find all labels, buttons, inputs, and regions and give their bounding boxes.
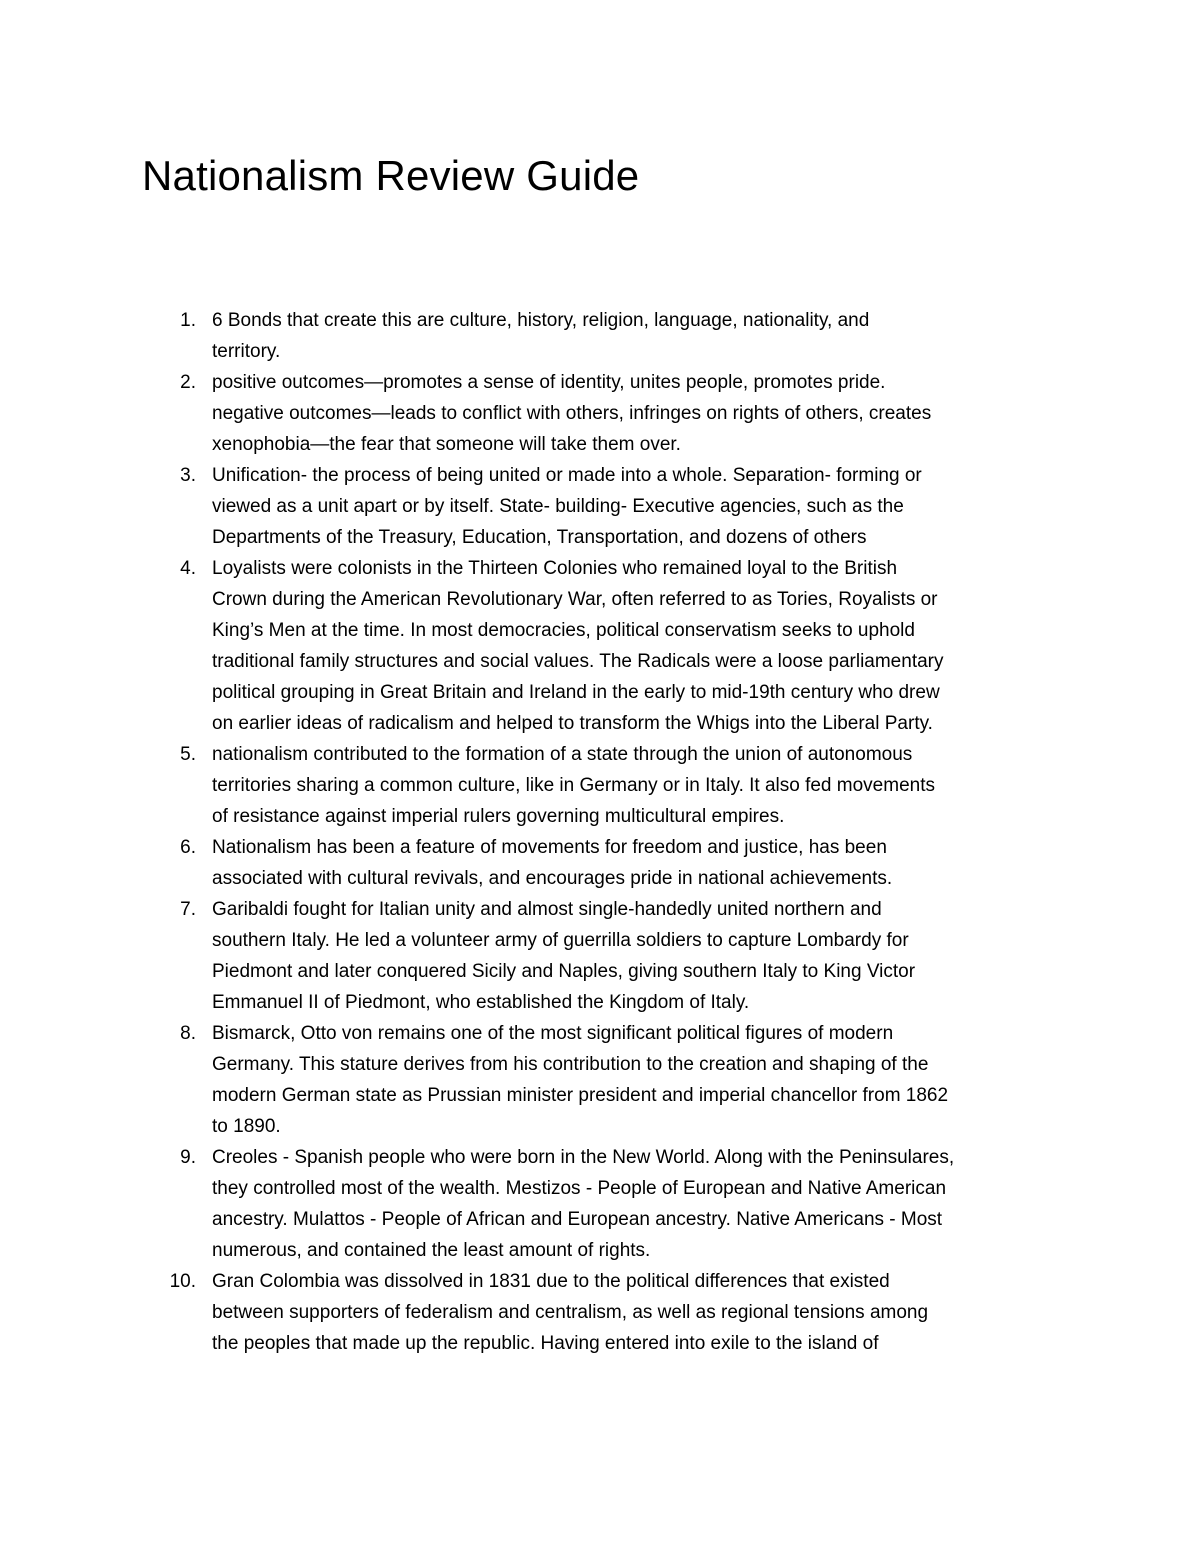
list-item-10 [169,1266,1072,1359]
item-text: nationalism contributed to the formation of a state through the union of autonomous territories sharing a common culture, like in Germany or in Italy. It also fed movements of resistance against imperial rulers governing multicultural empires. [212,744,935,827]
list-item-4 [180,553,1072,739]
list-item-9 [180,1142,1072,1266]
item-text: Loyalists were colonists in the Thirteen Colonies who remained loyal to the British Crown during the American Revolutionary War, often referred to as Tories, Royalists or King’s Men at the time. In most democracies, political conservatism seeks to uphold traditional family structures and social values. The Radicals were a loose parliamentary political grouping in Great Britain and Ireland in the early to mid-19th century who drew on earlier ideas of radicalism and helped to transform the Whigs into the Liberal Party. [212,558,944,734]
item-number: 2. [180,372,196,393]
list-item-5 [180,739,1072,832]
item-number: 9. [180,1147,196,1168]
item-text: 6 Bonds that create this are culture, history, religion, language, nationality, and territory. [212,310,870,362]
item-text: Garibaldi fought for Italian unity and almost single-handedly united northern and southern Italy. He led a volunteer army of guerrilla soldiers to capture Lombardy for Piedmont and later conquered Sicily and Naples, giving southern Italy to King Victor Emmanuel II of Piedmont, who established the Kingdom of Italy. [212,899,916,1013]
item-number: 4. [180,558,196,579]
item-text: Gran Colombia was dissolved in 1831 due to the political differences that existed between supporters of federalism and centralism, as well as regional tensions among the peoples that made up the republic. Having entered into exile to the island of [212,1271,929,1354]
item-number: 10. [169,1271,196,1292]
item-text: Creoles - Spanish people who were born in the New World. Along with the Peninsulares, they controlled most of the wealth. Mestizos - People of European and Native American ancestry. Mulattos - People of African and European ancestry. Native Americans - Most numerous, and contained the least amount of rights. [212,1147,955,1261]
list-item-8 [180,1018,1072,1142]
item-number: 8. [180,1023,196,1044]
list-item-2 [180,367,1072,460]
item-text: Bismarck, Otto von remains one of the most significant political figures of modern Germany. This stature derives from his contribution to the creation and shaping of the modern German state as Prussian minister president and imperial chancellor from 1862 to 1890. [212,1023,949,1137]
list-item-1 [180,305,1072,367]
list-item-7 [180,894,1072,1018]
item-text: Nationalism has been a feature of movements for freedom and justice, has been associated with cultural revivals, and encourages pride in national achievements. [212,837,893,889]
item-number: 1. [180,310,196,331]
review-list [169,305,1072,1359]
list-item-6 [180,832,1072,894]
item-text: positive outcomes—promotes a sense of identity, unites people, promotes pride. negative outcomes—leads to conflict with others, infringes on rights of others, creates xenophobia—the fear that someone will take them over. [212,372,932,455]
page-title: Nationalism Review Guide [142,152,640,199]
item-number: 3. [180,465,196,486]
item-number: 6. [180,837,196,858]
item-number: 7. [180,899,196,920]
item-text: Unification- the process of being united or made into a whole. Separation- forming or viewed as a unit apart or by itself. State- building- Executive agencies, such as the Departments of the Treasury, Education, Transportation, and dozens of others [212,465,922,548]
list-item-3 [180,460,1072,553]
item-number: 5. [180,744,196,765]
